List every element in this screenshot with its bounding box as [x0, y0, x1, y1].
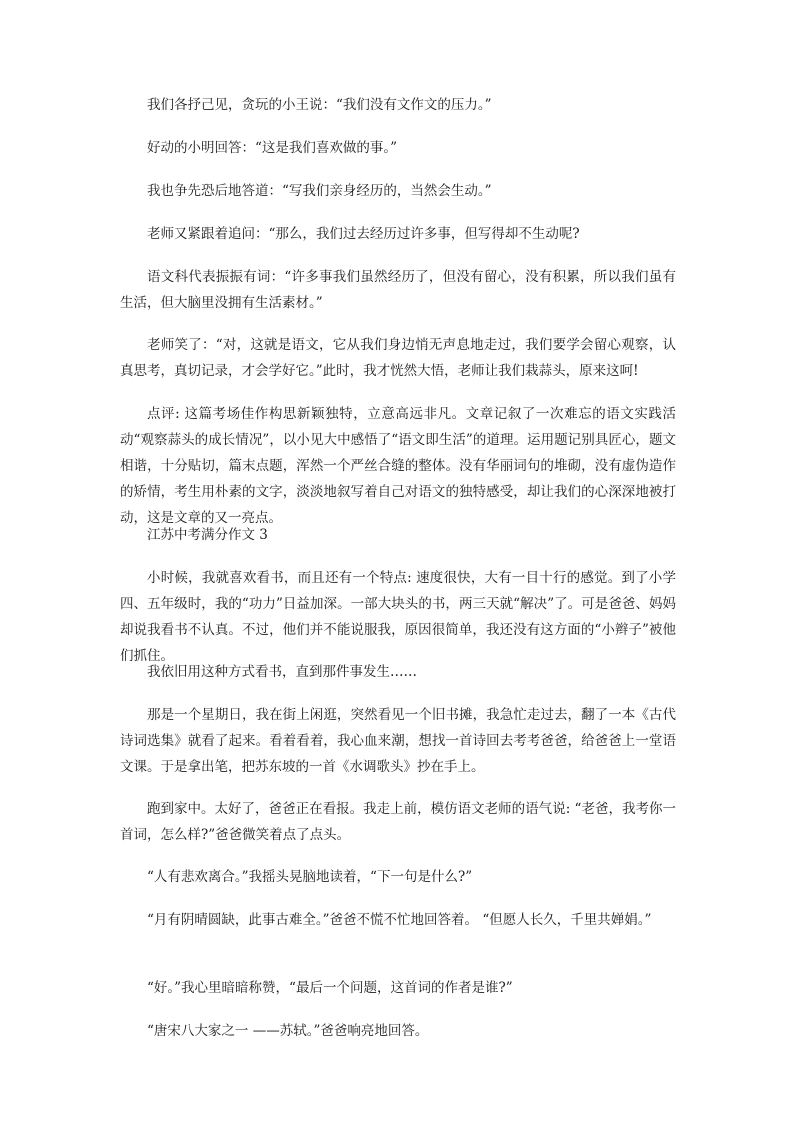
paragraph-9: 我依旧用这种方式看书，直到那件事发生……: [147, 664, 417, 680]
section-heading: 江苏中考满分作文 3: [147, 527, 268, 543]
paragraph-14: “好。”我心里暗暗称赞，“最后一个问题，这首词的作者是谁?”: [147, 980, 513, 996]
paragraph-2: 好动的小明回答：“这是我们喜欢做的事。”: [147, 140, 398, 156]
paragraph-15: “唐宋八大家之一 ——苏轼。”爸爸响亮地回答。: [147, 1023, 429, 1039]
paragraph-6: 老师笑了：“对，这就是语文，它从我们身边悄无声息地走过，我们要学会留心观察，认真思考，真切记录，才会学好它。”此时，我才恍然大悟，老师让我们栽蒜头，原来这呵!: [120, 337, 676, 379]
paragraph-7-commentary: 点评: 这篇考场佳作构思新颖独特，立意高远非凡。文章记叙了一次难忘的语文实践活动“观察蒜头的成长情况”，以小见大中感悟了“语文即生活”的道理。运用题记别具匠心，题文相谐，十分贴切，篇末点题，浑然一个严丝合缝的整体。没有华丽词句的堆砌，没有虚伪造作的矫情，考生用朴素的文字，淡淡地叙写着自己对语文的独特感受，却让我们的心深深地被打动，这是文章的又一亮点。: [120, 406, 676, 526]
paragraph-3: 我也争先恐后地答道：“写我们亲身经历的，当然会生动。”: [147, 183, 492, 199]
paragraph-12: “人有悲欢离合。”我摇头晃脑地读着，“下一句是什么?”: [147, 869, 473, 885]
paragraph-10: 那是一个星期日，我在街上闲逛，突然看见一个旧书摊，我急忙走过去，翻了一本《古代诗词选集》就看了起来。看着看着，我心血来潮，想找一首诗回去考考爸爸，给爸爸上一堂语文课。于是拿出笔，把苏东坡的一首《水调歌头》抄在手上。: [120, 707, 676, 775]
paragraph-4: 老师又紧跟着追问：“那么，我们过去经历过许多事，但写得却不生动呢?: [147, 226, 580, 242]
paragraph-8: 小时候，我就喜欢看书，而且还有一个特点: 速度很快，大有一目十行的感觉。到了小学四、五年级时，我的“功力”日益加深。一部大块头的书，两三天就“解决”了。可是爸爸、妈妈却说我看书不认真。不过，他们并不能说服我，原因很简单，我还没有这方面的“小辫子”被他们抓住。: [120, 570, 676, 664]
paragraph-5: 语文科代表振振有词：“许多事我们虽然经历了，但没有留心，没有积累，所以我们虽有生活，但大脑里没拥有生活素材。”: [120, 269, 676, 311]
paragraph-11: 跑到家中。太好了，爸爸正在看报。我走上前，模仿语文老师的语气说: “老爸，我考你一首词，怎么样?”爸爸微笑着点了点头。: [120, 801, 676, 843]
paragraph-13: “月有阴晴圆缺，此事古难全。”爸爸不慌不忙地回答着。 “但愿人长久，千里共婵娟。”: [147, 912, 652, 928]
paragraph-1: 我们各抒己见，贪玩的小王说：“我们没有文作文的压力。”: [147, 97, 492, 113]
